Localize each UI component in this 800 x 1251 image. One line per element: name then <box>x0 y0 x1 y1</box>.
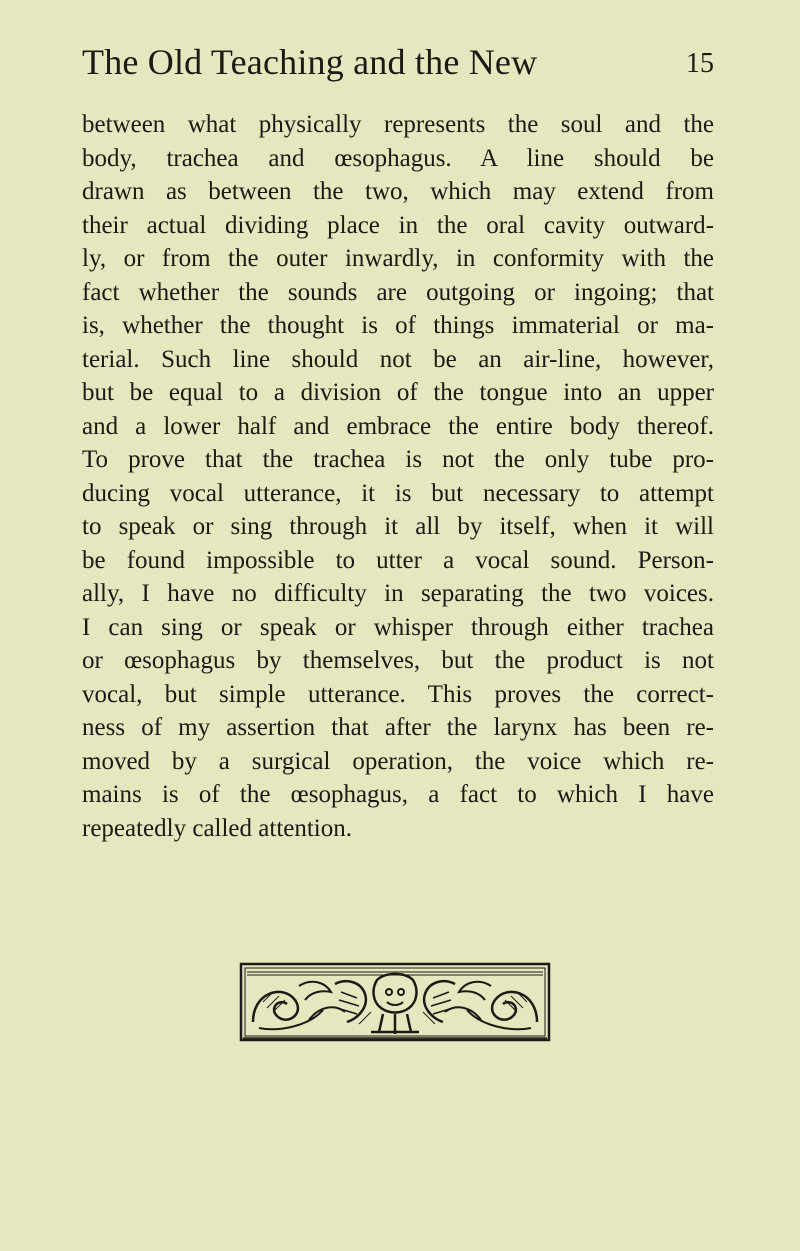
text-line: or œsophagus by themselves, but the product is not <box>82 647 714 674</box>
text-line: their actual dividing place in the oral cavity outward- <box>82 211 714 239</box>
text-line: ducing vocal utterance, it is but necessary to attempt <box>82 479 714 507</box>
text-line: to speak or sing through it all by itself, when it will <box>82 513 714 540</box>
decorative-tailpiece-icon <box>239 962 551 1042</box>
text-line: is, whether the thought is of things immaterial or ma- <box>82 312 714 339</box>
text-line: ly, or from the outer inwardly, in conformity with the <box>82 245 714 272</box>
text-line: terial. Such line should not be an air-line, however, <box>82 345 714 373</box>
text-line: To prove that the trachea is not the only tube pro- <box>82 446 714 473</box>
running-header <box>82 40 714 94</box>
text-line: ally, I have no difficulty in separating the two voices. <box>82 580 714 607</box>
running-title: The Old Teaching and the New <box>82 42 538 82</box>
text-line: mains is of the œsophagus, a fact to which I have <box>82 781 714 808</box>
text-line: repeatedly called attention. <box>82 814 353 842</box>
text-line: moved by a surgical operation, the voice which re- <box>82 747 714 775</box>
page-number: 15 <box>686 48 714 79</box>
text-line: I can sing or speak or whisper through either trachea <box>82 613 714 641</box>
text-line: drawn as between the two, which may extend from <box>82 178 714 205</box>
body-paragraph <box>82 108 714 845</box>
text-line: fact whether the sounds are outgoing or ingoing; that <box>82 278 714 306</box>
text-line: be found impossible to utter a vocal sound. Person- <box>82 546 714 574</box>
text-line: between what physically represents the soul and the <box>82 111 714 138</box>
text-line: vocal, but simple utterance. This proves the correct- <box>82 680 714 708</box>
text-line: body, trachea and œsophagus. A line should be <box>82 144 714 172</box>
text-line: ness of my assertion that after the larynx has been re- <box>82 714 714 741</box>
text-line: but be equal to a division of the tongue into an upper <box>82 379 714 406</box>
text-line: and a lower half and embrace the entire body thereof. <box>82 412 714 440</box>
